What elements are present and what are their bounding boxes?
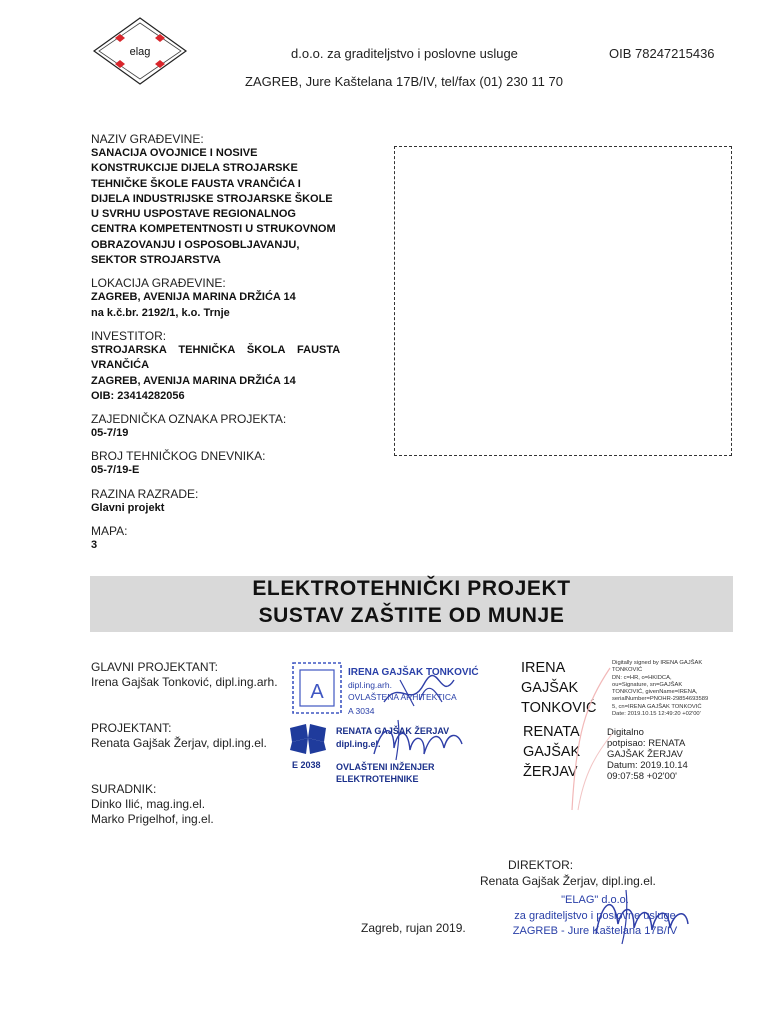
dnevnik-block bbox=[91, 449, 367, 478]
investitor-line: STROJARSKA TEHNIČKA ŠKOLA FAUSTA bbox=[91, 343, 341, 356]
naziv-line: TEHNIČKE ŠKOLE FAUSTA VRANČIĆA I bbox=[91, 177, 301, 190]
oznaka-label: ZAJEDNIČKA OZNAKA PROJEKTA: bbox=[91, 412, 287, 427]
elag-logo bbox=[92, 16, 188, 86]
irena-detail-line: TONKOVIĆ, givenName=IRENA, bbox=[612, 689, 698, 696]
lokacija-line: na k.č.br. 2192/1, k.o. Trnje bbox=[91, 306, 230, 319]
architect-handwritten-signature bbox=[380, 672, 460, 712]
irena-detail-line: DN: c=HR, o=HKIDCA, bbox=[612, 674, 672, 681]
digital-signature-decor bbox=[566, 664, 616, 814]
naziv-line: CENTRA KOMPETENTNOSTI U STRUKOVNOM bbox=[91, 223, 336, 236]
engineer-stamp-number: E 2038 bbox=[292, 760, 321, 770]
renata-name-line: GAJŠAK bbox=[523, 744, 581, 760]
naziv-line: DIJELA INDUSTRIJSKE STROJARSKE ŠKOLE bbox=[91, 192, 333, 205]
naziv-label: NAZIV GRAĐEVINE: bbox=[91, 132, 204, 146]
investitor-line: ZAGREB, AVENIJA MARINA DRŽIĆA 14 bbox=[91, 374, 296, 387]
razina-block bbox=[91, 487, 367, 516]
mapa-block bbox=[91, 524, 367, 553]
renata-detail-line: GAJŠAK ŽERJAV bbox=[607, 749, 683, 760]
irena-detail-line: Date: 2019.10.15 12:49:20 +02'00' bbox=[612, 711, 701, 718]
naziv-line: U SVRHU USPOSTAVE REGIONALNOG bbox=[91, 208, 296, 221]
projektant-label: PROJEKTANT: bbox=[91, 721, 172, 735]
title-line-2: SUSTAV ZAŠTITE OD MUNJE bbox=[258, 604, 565, 627]
irena-detail-line: serialNumber=PNOHR-29854693589 bbox=[612, 696, 709, 703]
irena-name-line: GAJŠAK bbox=[521, 680, 579, 696]
razina-value: Glavni projekt bbox=[91, 501, 165, 514]
irena-detail-line: Digitally signed by IRENA GAJŠAK bbox=[612, 660, 703, 666]
architect-stamp-letter: A bbox=[310, 681, 324, 703]
dnevnik-value: 05-7/19-E bbox=[91, 464, 140, 477]
razina-label: RAZINA RAZRADE: bbox=[91, 486, 199, 501]
director-handwritten-signature bbox=[590, 884, 694, 948]
suradnik-name: Marko Prigelhof, ing.el. bbox=[91, 812, 214, 826]
oznaka-block bbox=[91, 412, 367, 441]
digital-signature-irena-details bbox=[612, 660, 722, 718]
firm-stamp-line-2: za graditeljstvo i poslovne usluge bbox=[514, 910, 676, 922]
engineer-stamp-emblem bbox=[286, 722, 330, 756]
company-oib: OIB 78247215436 bbox=[609, 46, 715, 61]
lokacija-line: ZAGREB, AVENIJA MARINA DRŽIĆA 14 bbox=[91, 291, 296, 304]
engineer-stamp-chamber-1: OVLAŠTENI INŽENJER bbox=[336, 762, 435, 772]
glavni-projektant-label: GLAVNI PROJEKTANT: bbox=[91, 660, 218, 674]
irena-name-line: TONKOVIĆ bbox=[521, 700, 597, 716]
company-line: d.o.o. za graditeljstvo i poslovne usluge bbox=[291, 46, 518, 61]
dnevnik-label: BROJ TEHNIČKOG DNEVNIKA: bbox=[91, 449, 266, 464]
naziv-line: OBRAZOVANJU I OSPOSOBLJAVANJU, bbox=[91, 238, 300, 251]
investitor-line-justified bbox=[91, 343, 367, 358]
suradnik-label: SURADNIK: bbox=[91, 782, 157, 796]
firm-stamp-line-1: "ELAG" d.o.o. bbox=[561, 894, 629, 906]
digital-signature-renata-details bbox=[607, 727, 727, 782]
mapa-value: 3 bbox=[91, 539, 98, 552]
title-line-1: ELEKTROTEHNIČKI PROJEKT bbox=[252, 577, 571, 600]
renata-detail-line: potpisao: RENATA bbox=[607, 738, 686, 749]
investitor-label: INVESTITOR: bbox=[91, 328, 167, 343]
engineer-stamp-chamber-2: ELEKTROTEHNIKE bbox=[336, 774, 419, 784]
architect-stamp-emblem bbox=[290, 660, 344, 716]
renata-detail-line: 09:07:58 +02'00' bbox=[607, 771, 677, 782]
naziv-line: SEKTOR STROJARSTVA bbox=[91, 254, 221, 267]
irena-detail-line: ou=Signature, sn=GAJŠAK bbox=[612, 681, 683, 688]
lokacija-block bbox=[91, 276, 367, 321]
projektant-name: Renata Gajšak Žerjav, dipl.ing.el. bbox=[91, 736, 267, 750]
engineer-stamp-title: dipl.ing.el. bbox=[336, 739, 381, 749]
investitor-line: VRANČIĆA bbox=[91, 359, 150, 372]
mapa-label: MAPA: bbox=[91, 524, 128, 539]
naziv-line: SANACIJA OVOJNICE I NOSIVE bbox=[91, 147, 258, 159]
architect-stamp-name: IRENA GAJŠAK TONKOVIĆ bbox=[348, 667, 479, 678]
logo-text: elag bbox=[129, 46, 151, 58]
naziv-block bbox=[91, 132, 367, 268]
title-banner bbox=[90, 576, 733, 632]
suradnik-name: Dinko Ilić, mag.ing.el. bbox=[91, 797, 206, 811]
irena-name-line: IRENA bbox=[521, 660, 566, 676]
renata-detail-line: Digitalno bbox=[607, 727, 644, 738]
irena-detail-line: 5, cn=IRENA GAJŠAK TONKOVIĆ bbox=[612, 703, 702, 710]
lokacija-label: LOKACIJA GRAĐEVINE: bbox=[91, 276, 226, 291]
place-date: Zagreb, rujan 2019. bbox=[361, 921, 466, 935]
architect-stamp-chamber: OVLAŠTENA ARHITEKTICA bbox=[348, 692, 457, 702]
investitor-block bbox=[91, 329, 367, 404]
renata-name-line: ŽERJAV bbox=[523, 764, 578, 780]
investitor-oib: OIB: 23414282056 bbox=[91, 389, 185, 402]
architect-stamp-number: A 3034 bbox=[348, 706, 375, 716]
firm-stamp-line-3: ZAGREB - Jure Kaštelana 17B/IV bbox=[512, 925, 678, 937]
oznaka-value: 05-7/19 bbox=[91, 427, 129, 440]
naziv-line: KONSTRUKCIJE DIJELA STROJARSKE bbox=[91, 162, 298, 175]
company-address: ZAGREB, Jure Kaštelana 17B/IV, tel/fax (01) 230 11 70 bbox=[245, 74, 563, 89]
photo-frame bbox=[394, 146, 732, 456]
engineer-stamp-name: RENATA GAJŠAK ŽERJAV bbox=[336, 726, 450, 736]
engineer-handwritten-signature bbox=[368, 714, 468, 764]
renata-detail-line: Datum: 2019.10.14 bbox=[607, 760, 688, 771]
architect-stamp-title: dipl.ing.arh. bbox=[348, 680, 392, 690]
irena-detail-line: TONKOVIĆ bbox=[612, 667, 643, 674]
project-info bbox=[91, 132, 367, 561]
glavni-projektant-name: Irena Gajšak Tonković, dipl.ing.arh. bbox=[91, 675, 278, 689]
direktor-name: Renata Gajšak Žerjav, dipl.ing.el. bbox=[480, 874, 656, 888]
renata-name-line: RENATA bbox=[523, 724, 580, 740]
direktor-label: DIREKTOR: bbox=[508, 858, 574, 872]
